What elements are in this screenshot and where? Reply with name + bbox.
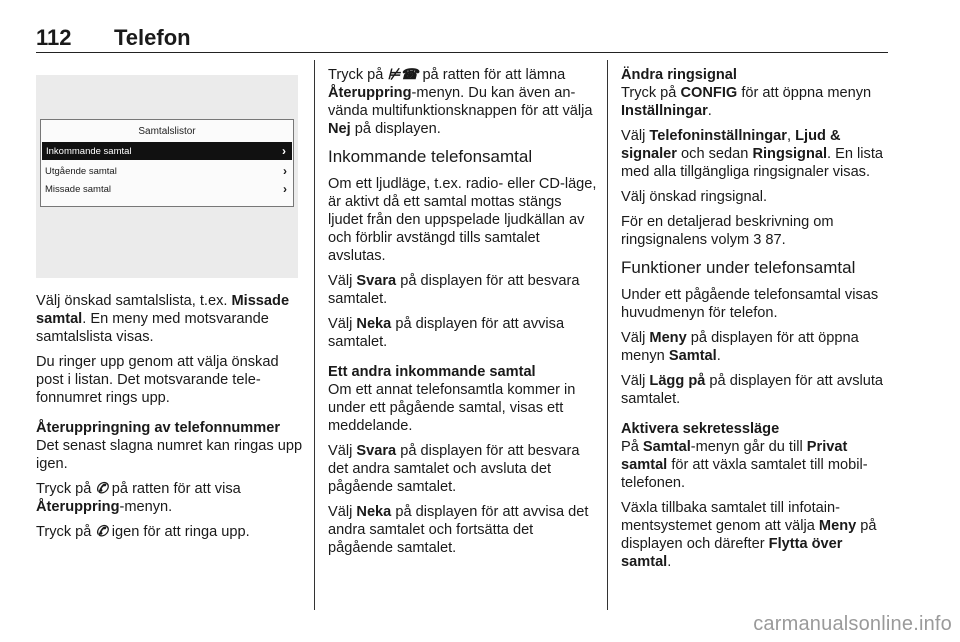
page-number: 112: [36, 25, 72, 50]
screen-row-incoming[interactable]: [42, 142, 292, 160]
chevron-right-icon: ›: [283, 164, 287, 178]
display-screen: [40, 119, 294, 207]
column-3: [621, 66, 891, 578]
paragraph: Välj önskad ringsignal.: [621, 189, 768, 205]
subheading-ringtone: Ändra ringsignal: [621, 67, 737, 83]
subheading-redial: Återuppringning av telefonnummer: [36, 420, 281, 436]
screen-title: Samtalslistor: [138, 126, 196, 137]
paragraph: Tryck på CONFIG för att öppna menyn Inställningar.: [621, 85, 872, 119]
column-2: [328, 66, 598, 564]
paragraph: På Samtal-menyn går du till Privat samtal för att växla samtalet till mobiltelefonen.: [621, 439, 868, 491]
heading-functions: Funktioner under telefonsamtal: [621, 258, 856, 277]
screen-row-missed[interactable]: [41, 180, 293, 198]
paragraph: Tryck på ✆ igen för att ringa upp.: [36, 524, 250, 540]
paragraph: För en detaljerad beskrivning om ringsignalens volym 3 87.: [621, 214, 834, 248]
header-rule: [36, 52, 888, 53]
screen-row-label: Missade samtal: [45, 183, 111, 195]
column-divider-1: [314, 60, 315, 610]
screen-row-label: Utgående samtal: [45, 165, 117, 177]
page-header: [36, 25, 191, 51]
call-lists-figure: [36, 75, 298, 278]
paragraph: Välj Neka på displayen för att avvisa samtalet.: [328, 316, 565, 350]
paragraph: Under ett pågående telefonsamtal visas huvudmenyn för telefon.: [621, 287, 879, 321]
screen-row-label: Inkommande samtal: [46, 145, 132, 157]
paragraph: Tryck på ⊭☎ på ratten för att lämna Återuppring-menyn. Du kan även använda multifunktionsknappen för att välja Nej på displayen.: [328, 67, 593, 137]
paragraph: Tryck på ✆ på ratten för att visa Återuppring-menyn.: [36, 481, 241, 515]
column-divider-2: [607, 60, 608, 610]
paragraph: Välj önskad samtalslista, t.ex. Missade samtal. En meny med motsvarande samtalslista visas.: [36, 293, 290, 345]
phone-icon: ✆: [95, 524, 108, 540]
subheading-privacy: Aktivera sekretessläge: [621, 421, 780, 437]
paragraph: Om ett ljudläge, t.ex. radio- eller CD-läge, är aktivt då ett samtal mottas stängs ljudet från den uppspelade ljudkällan av och förblir avstängd tills samtalet avslutas.: [328, 176, 597, 264]
watermark: carmanualsonline.info: [753, 613, 952, 635]
paragraph: Välj Svara på displayen för att besvara samtalet.: [328, 273, 580, 307]
chevron-right-icon: ›: [282, 144, 286, 158]
column-1: [36, 292, 306, 548]
screen-row-outgoing[interactable]: [41, 162, 293, 180]
page-ref-icon: 3: [753, 232, 762, 248]
paragraph: Växla tillbaka samtalet till infotainmentsystemet genom att välja Meny på displayen och därefter Flytta över samtal.: [621, 500, 877, 570]
paragraph: Om ett annat telefonsamtla kommer in under ett pågående samtal, visas ett meddelande.: [328, 382, 576, 434]
paragraph: Välj Lägg på på displayen för att avsluta samtalet.: [621, 373, 884, 407]
subheading-second-call: Ett andra inkommande samtal: [328, 364, 536, 380]
hangup-icon: ⊭☎: [387, 67, 419, 83]
chevron-right-icon: ›: [283, 182, 287, 196]
paragraph: Välj Svara på displayen för att besvara det andra samtalet och avsluta det pågående samtalet.: [328, 443, 580, 495]
paragraph: Välj Telefoninställningar, Ljud & signaler och sedan Ringsignal. En lista med alla tillgängliga ringsignaler visas.: [621, 128, 884, 180]
paragraph: Välj Meny på displayen för att öppna menyn Samtal.: [621, 330, 859, 364]
heading-incoming: Inkommande telefonsamtal: [328, 147, 533, 166]
phone-icon: ✆: [95, 481, 108, 497]
paragraph: Du ringer upp genom att välja önskad post i listan. Det motsvarande telefonnumret rings upp.: [36, 354, 279, 406]
paragraph: Det senast slagna numret kan ringas upp igen.: [36, 438, 303, 472]
chapter-title: Telefon: [114, 25, 191, 50]
paragraph: Välj Neka på displayen för att avvisa det andra samtalet och fortsätta det pågående samtalet.: [328, 504, 589, 556]
